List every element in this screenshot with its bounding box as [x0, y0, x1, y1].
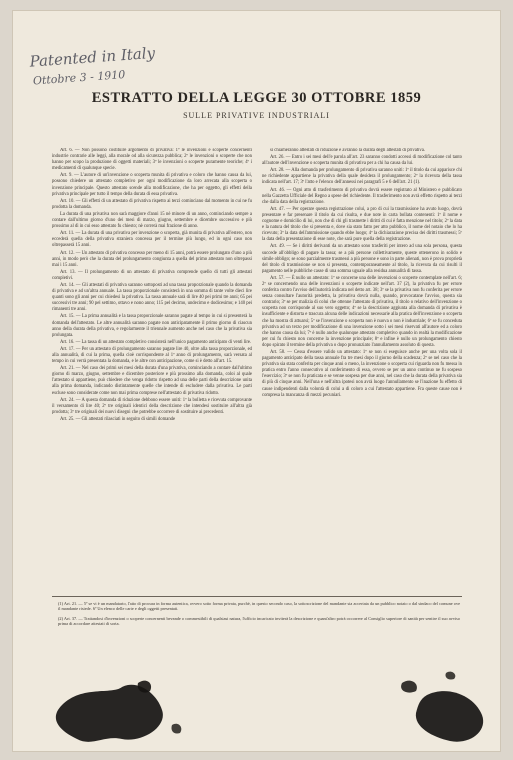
document-title: ESTRATTO DELLA LEGGE 30 OTTOBRE 1859 — [91, 90, 422, 106]
footnote-divider — [52, 596, 462, 597]
right-column-paragraph: Art. 46. — Ogni atto di trasferimento di privativa dovrà essere registrato al Ministero e pubblicato nella Gazzetta Ufficiale del Regno a spese del richiedente. Il trasferimento non avrà effetto rispetto ai terzi che dalla data della registrazione. — [262, 187, 462, 205]
footnote-1: (1) Art. 21. — 5º se vi è un mandatario, l'atto di procura in forma autentica, ovvero sotto forma privata, purchè, in questo secondo caso, la sottoscrizione del mandante sia accertata da un pubblico notaio o dal sindaco del comune ove il mandante risiede. 6º Un elenco delle carte e degli oggetti presentati. — [58, 601, 460, 612]
right-column-paragraph: Art. 49. — Se i diritti derivanti da un attestato sono trasferiti per intero ad una sola persona, questa succede all'obbligo di pagare la tassa; se a più persone collettivamente, queste ottenerono in solido e simile obbligo; se sono parzialmente trasmessi a più persone e sono in parte alienati, non è prova proprietà del titolo di trasmissione se non si presenta, contemporaneamente al titolo, la ricevuta da cui risulti il pagamento nelle pubbliche casse di una somma uguale alla residua annualità di tassa. — [262, 244, 462, 274]
left-column-paragraph: Art. 12. — Un attestato di privativa concesso per meno di 15 anni, potrà essere prolungato d'uno a più anni, in modo però che la durata del prolungamento congiunta a quella del primo attestato non oltrepassi mai i 15 anni. — [52, 250, 252, 268]
left-column-paragraph: Art. 15. — La prima annualità e la tassa proporzionale saranno pagate al tempo in cui si presenterà la domanda dell'attestato. Le altre annualità saranno pagate non anticipatamente il primo giorno di ciascun anno della durata della privativa, e regolarmente il triennale aumento anche nel caso che la privativa sia prolungata. — [52, 314, 252, 338]
left-column-paragraph: Art. 21. — Nel caso dei primi sei mesi della durata d'una privativa, cominciando a contare dall'ultimo giorno di marzo, giugno, settembre e dicembre posteriore e più prossimo alla domanda, coloi al quale l'attestato si appartiene, può chiedere che venga ridotto rispetto ad una delle parti della descrizione unita alla prima domanda, indicando distintamente quelle che intende di escludere dalla privativa. Le parti escluse sono considerate come non mai prima comprese nell'attestato di privativa ridotto. — [52, 366, 252, 396]
document-page — [12, 10, 501, 752]
footnote-2: (2) Art. 37. — Trattandosi d'invenzioni o scoperte concernenti bevande o commestibili di qualsiasi natura, l'ufficio incaricato inviterà la descrizione e quant'altro potrà occorrere al Consiglio superiore di sanità per sentire il suo avviso prima di accordare attestati di sorta. — [58, 616, 460, 627]
left-column-paragraph: Art. 13. — Il prolungamento di un attestato di privativa comprende quello di tutti gli attestati completivi. — [52, 269, 252, 281]
left-column-paragraph: Art. 10. — Gli effetti di un attestato di privativa rispetto ai terzi cominciano dal momento in cui ne fu prodotta la domanda. — [52, 198, 252, 210]
document-subtitle: SULLE PRIVATIVE INDUSTRIALI — [183, 111, 330, 120]
left-column-paragraph: Art. 11. — La durata di una privativa per invenzione o scoperta, già munita di privativa all'estero, non eccederà quella della privativa straniera concessa per il termine più lungo, ed in ogni caso non oltrepasserà 15 anni. — [52, 231, 252, 249]
left-column-paragraph: Art. 6. — Non possono costituire argomento di privativa: 1º le invenzioni e scoperte concernenti industrie contrarie alle leggi, alla morale od alla sicurezza pubblica; 2º le invenzioni o scoperte che non hanno per scopo la produzione di oggetti materiali; 3º le invenzioni o scoperte puramente teoriche; 4º i medicamenti di qualunque specie. — [52, 148, 252, 172]
left-column-paragraph: Art. 25. — Gli attestati rilasciati in seguito di simili domande — [60, 416, 176, 422]
right-column-paragraph: Art. 57. — È nullo un attestato: 1º se concerne una delle invenzioni o scoperte contemplate nell'art. 6; 2º se concernendo una delle invenzioni o scoperte indicate nell'art. 37 (2), la privativa fu per errore conferita contro l'avviso dell'autorità indicata nel detto art. 38; 3º se la privativa non fu conferita per errore senza consultare l'autorità predetta, la privativa dovrà nulla, quando, provocatane l'avviso, questa sia contrario; 3º se per malizia di colui che ottenne l'attestato di privativa, il titolo o relativo dell'invenzione o scoperta non corrisponde al suo vero oggetto; 4º se la descrizione aggiunta alla domanda di privativa è insufficiente e distorta e trascura alcuna delle indicazioni necessarie alla pratica dell'invenzione o scoperta che ha mostra di attuarsi; 5º se l'invenzione o scoperta non è nuova o non è industriale; 6º se fu conceduta privativa ad un terzo per modificazione di una invenzione sotto i sei mesi riservati all'autore ed a coloro che hanno causa da lui; 7º è nullo anche qualunque attestato completivo quando in realtà la modificazione per cui fu chiesto non concerne la invenzione principale; 8º e infine è nullo un prolungamento chiesto dopo spirato il termine della privativa o dopo pronunziato l'annullamento assoluto di questa. — [262, 275, 462, 348]
right-column-paragraph: Art. 58. — Cessa d'essere valido un attestato: 1º se non si eseguisce anche per una volta sola il pagamento anticipato della tassa annuale fra tre mesi dopo il giorno della scadenza; 2º se nel caso che la privativa sia stata conferita per cinque anni o meno, la invenzione o scoperta cui riguarda non fu messa in pratica entro l'anno consecutivo al conferimento di essa, ovvero se per un anno continuo ne fu sospeso l'esercizio; 3º se non fu praticata e se venne sospesa per due anni, nel caso che la durata della privativa sia di più di cinque anni. Nell'una e nell'altra ipotesi non avrà luogo l'annullamento se l'inazione fu effetto di cause indipendenti dalla volontà di colui a di coloro a cui l'attestato appartiene. Fra queste cause non è compresa la mancanza di mezzi pecuniari. — [262, 350, 462, 398]
left-column-paragraph: La durata di una privativa non sarà maggiore d'anni 15 nè minore di un anno, cominciando sempre a contare dall'ultimo giorno d'uno dei mesi di marzo, giugno, settembre e dicembre successivo e più prossimo al dì in cui esso attestato fu chiesto; nè correrà mai frazione di anno. — [52, 211, 252, 230]
right-column-paragraph: Art. 26. — Entro i sei mesi dell'e parola all'art. 23 saranno condotti accessi di modificazione col tanto all'autore dell'invenzione o scoperta munita di privativa per a chi ha causa da lui. — [262, 155, 462, 167]
right-column — [262, 148, 462, 591]
left-column-paragraph: Art. 14. — Gli attestati di privativa saranno sottoposti ad una tassa proporzionale quando la domanda di privativa e ad un'altra annuale. La tassa proporzionale consisterà in una somma di tante volte dieci lire quanti sono gli anni per cui chiedesi la privativa. La tassa annuale sarà di lire 40 pei primi tre anni; 65 pei successivi tre anni; 90 pel settimo, ottavo e nono anno; 115 pel decimo, undecimo e dodicesimo; e 140 pei rimanenti tre anni. — [52, 282, 252, 313]
handwritten-line-patented: Patented in Italy — [29, 43, 156, 71]
right-column-paragraph: si chiameranno attestati di riduzione e avranno la durata degli attestati di privativa. — [270, 148, 426, 153]
handwritten-line-date: Ottobre 3 - 1910 — [32, 68, 126, 88]
left-column — [52, 148, 252, 591]
ink-stain-marks — [42, 665, 502, 750]
right-column-paragraph: Art. 28. — Alla domanda per prolungamento di privativa saranno uniti: 1º il titolo da cui apparisce chi ne richiedente appartiene la privativa della quale desidera il prolungamento; 2º la ricevuta della tassa indicata nell'art. 17; 3º l'atto e l'elenco dell'annessi nei paragrafi 5 e 6 dell'art. 21 (1). — [262, 168, 462, 186]
left-column-paragraph: Art. 16. — La tassa di un attestato completivo consisterà nell'unico pagamento anticipato di venti lire. — [60, 339, 252, 345]
handwritten-annotation — [29, 39, 221, 87]
text-columns — [52, 148, 462, 591]
left-column-paragraph: Art. 17. — Per un attestato di prolungamento saranno pagate lire 40, oltre alla tassa proporzionale, ed alla annualità, di cui la prima, quella cioè corrispondente al 1º anno di prolungamento, sarà versata al tempo in cui verrà presentata la domanda, e le altre con anticipazione, come si è detto all'art. 15. — [52, 346, 252, 365]
right-column-paragraph: Art. 47. — Per operare questa registrazione colui, a pro di cui la trasmissione ha avuto luogo, dovrà presentare e far presenare il titolo da cui risulta, e due note in carta bollata contenenti: 1º il nome e cognome e domicilio di lui, non che di chi gli trasmette i diritti di cui è fatta menzione nel titolo; 2º la data e la natura del titolo che si presenta e, dove sia stato fatto per atto pubblico, il nome del notaio che lo ha ricevuto; 3º la data dell'ammissione quando ebbe luogo; 4º la dichiarazione precisa dei diritti trasmessi; 5º la data della presentazione di esse note, che sarà pure quella della registrazione. — [262, 206, 462, 243]
left-column-paragraph: Art. 9. — L'autore di un'invenzione o scoperta munita di privativa e coloro che hanno causa da lui, possono chiedere un attestato completivo per ogni modificazione da loro arrecata alla scoperta o invenzione principale. Questo attestato scende alla modificazione, che ha per oggetto, gli effetti della privativa principale per tutto il tempo della durata di essa privativa. — [52, 173, 252, 197]
left-column-paragraph: Art. 24. — A questa domanda di riduzione debbono essere uniti: 1º la bolletta e ricevuta comprovante il versamento di lire 40; 2º tre originali identici della descrizione che intendesi sostituire all'altra già prodotta; 3º tre originali dei nuovi disegni che potrebbe occorrere di sostituire ai precedenti. — [52, 397, 252, 415]
